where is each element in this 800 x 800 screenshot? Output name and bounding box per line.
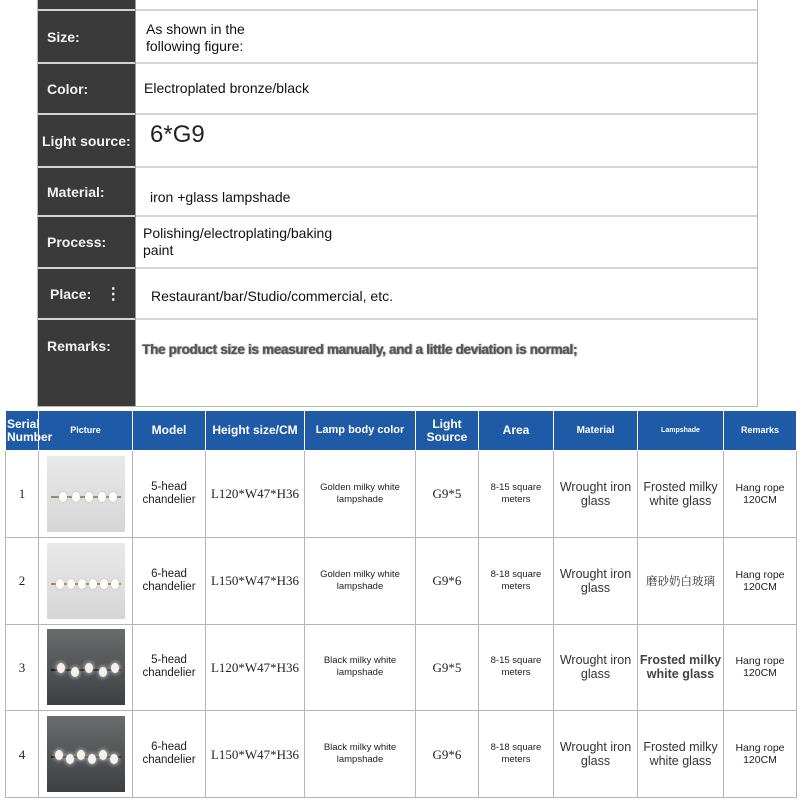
size-cell: L120*W47*H36: [206, 624, 305, 711]
bulb: [66, 754, 74, 764]
source-cell: G9*5: [416, 451, 479, 538]
spec-column-divider: [135, 0, 136, 406]
spec-value-light-source: 6*G9: [150, 121, 205, 148]
remarks-cell: Hang rope 120CM: [724, 537, 797, 624]
bulb: [85, 663, 93, 673]
source-cell: G9*6: [416, 711, 479, 798]
material-cell: Wrought iron glass: [554, 451, 638, 538]
material-cell: Wrought iron glass: [554, 711, 638, 798]
spec-divider: [38, 267, 757, 269]
bulb: [110, 754, 118, 764]
bulb: [57, 663, 65, 673]
color-cell: Golden milky white lampshade: [305, 537, 416, 624]
source-cell: G9*5: [416, 624, 479, 711]
bulb: [98, 492, 106, 502]
color-cell: Black milky white lampshade: [305, 624, 416, 711]
color-cell: Black milky white lampshade: [305, 711, 416, 798]
area-cell: 8-18 square meters: [479, 537, 554, 624]
header-light-source: Light Source: [416, 411, 479, 451]
spec-divider: [38, 113, 757, 115]
picture-cell: [39, 537, 133, 624]
material-cell: Wrought iron glass: [554, 537, 638, 624]
bulb: [72, 492, 80, 502]
size-cell: L120*W47*H36: [206, 451, 305, 538]
remarks-cell: Hang rope 120CM: [724, 451, 797, 538]
spec-label-size: Size:: [47, 28, 80, 45]
spec-divider: [38, 215, 757, 217]
serial-cell: 3: [6, 624, 39, 711]
spec-divider: [38, 318, 757, 320]
bulb: [111, 579, 119, 589]
bulb: [71, 667, 79, 677]
spec-value-process: Polishing/electroplating/baking paint: [143, 225, 333, 258]
bulb: [88, 754, 96, 764]
remarks-cell: Hang rope 120CM: [724, 711, 797, 798]
picture-cell: [39, 624, 133, 711]
bulb: [67, 579, 75, 589]
serial-cell: 4: [6, 711, 39, 798]
bulb: [56, 579, 64, 589]
bulb: [78, 579, 86, 589]
table-row: [6, 537, 797, 624]
bulb: [55, 750, 63, 760]
header-lamp-body-color: Lamp body color: [305, 411, 416, 451]
spec-label-place: [38, 269, 135, 318]
serial-cell: 1: [6, 451, 39, 538]
size-cell: L150*W47*H36: [206, 537, 305, 624]
model-cell: 5-head chandelier: [133, 624, 206, 711]
picture-cell: [39, 451, 133, 538]
header-serial-number: Serial Number: [6, 411, 39, 451]
spec-label-remarks: Remarks:: [47, 338, 111, 354]
spec-value-material: iron +glass lampshade: [150, 189, 291, 205]
table-row: [6, 624, 797, 711]
table-header-row: [6, 411, 797, 451]
spec-value-place: Restaurant/bar/Studio/commercial, etc.: [151, 288, 393, 304]
bulb: [77, 750, 85, 760]
chandelier-photo: [47, 716, 125, 792]
model-cell: 5-head chandelier: [133, 451, 206, 538]
spec-divider: [38, 9, 757, 11]
header-area: Area: [479, 411, 554, 451]
spec-label-light-source: Light source:: [42, 132, 131, 149]
spec-label-process: Process:: [47, 234, 107, 250]
spec-value-size: As shown in the following figure:: [146, 21, 245, 54]
lampshade-cell: Frosted milky white glass: [638, 624, 724, 711]
header-remarks: Remarks: [724, 411, 797, 451]
spec-value-remarks: The product size is measured manually, and a little deviation is normal;: [142, 342, 578, 357]
bulb: [100, 579, 108, 589]
chandelier-photo: [47, 629, 125, 705]
area-cell: 8-15 square meters: [479, 451, 554, 538]
spec-label-place-text: Place:: [50, 285, 92, 302]
colon-glyph: ⋮: [105, 285, 122, 303]
product-table: [5, 410, 797, 798]
table-row: [6, 451, 797, 538]
chandelier-photo: [47, 456, 125, 532]
header-picture: Picture: [39, 411, 133, 451]
bulb: [89, 579, 97, 589]
header-lampshade: Lampshade: [638, 411, 724, 451]
remarks-cell: Hang rope 120CM: [724, 624, 797, 711]
spec-divider: [38, 62, 757, 64]
lampshade-cell: 磨砂奶白玻璃: [638, 537, 724, 624]
area-cell: 8-18 square meters: [479, 711, 554, 798]
color-cell: Golden milky white lampshade: [305, 451, 416, 538]
bulb: [59, 492, 67, 502]
spec-table: [37, 0, 758, 407]
picture-cell: [39, 711, 133, 798]
bulb: [99, 667, 107, 677]
header-material: Material: [554, 411, 638, 451]
lampshade-cell: Frosted milky white glass: [638, 711, 724, 798]
serial-cell: 2: [6, 537, 39, 624]
bulb: [109, 492, 117, 502]
chandelier-photo: [47, 543, 125, 619]
lampshade-cell: Frosted milky white glass: [638, 451, 724, 538]
spec-divider: [38, 166, 757, 168]
bulb: [111, 663, 119, 673]
header-height-size: Height size/CM: [206, 411, 305, 451]
model-cell: 6-head chandelier: [133, 711, 206, 798]
area-cell: 8-15 square meters: [479, 624, 554, 711]
model-cell: 6-head chandelier: [133, 537, 206, 624]
source-cell: G9*6: [416, 537, 479, 624]
bulb: [85, 492, 93, 502]
spec-value-color: Electroplated bronze/black: [144, 80, 309, 96]
material-cell: Wrought iron glass: [554, 624, 638, 711]
table-row: [6, 711, 797, 798]
spec-label-material: Material:: [47, 183, 105, 200]
spec-label-color: Color:: [47, 80, 89, 97]
bulb: [99, 750, 107, 760]
size-cell: L150*W47*H36: [206, 711, 305, 798]
header-model: Model: [133, 411, 206, 451]
